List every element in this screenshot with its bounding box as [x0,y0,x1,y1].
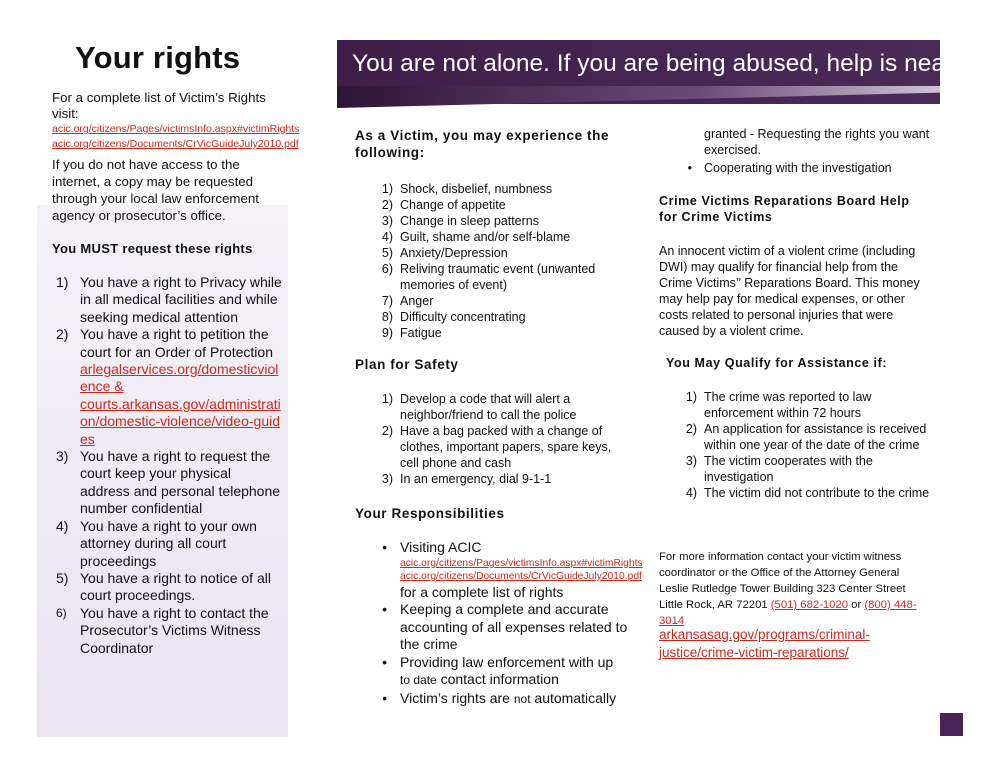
phone-link-2[interactable]: (800) 448-3014 [659,599,917,627]
list-item: 3) You have a right to request the court keep your physical address and personal telephone number confidential [56,448,281,517]
list-item: 2) Change of appetite [381,198,506,212]
list-item: 2) You have a right to petition the court for an Order of Protection arlegalservices.org/domesticviolence & courts.arkansas.gov/administration/domestic-violence/video-guides [56,326,281,447]
safety-list [355,391,625,487]
list-item: • Cooperating with the investigation [687,161,892,175]
list-item: 3) Change in sleep patterns [381,214,539,228]
list-item: 4) Guilt, shame and/or self-blame [381,230,571,244]
domestic-violence-link[interactable]: arlegalservices.org/domesticviolence [80,361,279,395]
crvb-heading: Crime Victims Reparations Board Help for Crime Victims [659,194,910,224]
rights-list [52,274,284,657]
contact-info: For more information contact your victim witness coordinator or the Office of the Attorney General Leslie Rutledge Tower Building 323 Center Street Little Rock, AR 72201 (501) 682-1020 or (800) 448-3014 [659,551,917,627]
list-item: 8) Difficulty concentrating [381,310,526,324]
intro-text: For a complete list of Victim’s Rights visit: [52,90,266,121]
page-title: Your rights [75,40,241,75]
responsibilities-heading: Your Responsibilities [355,506,505,521]
corner-square [940,713,963,736]
list-item: • Providing law enforcement with up to date contact information [382,653,614,687]
list-item: • Victim’s rights are not automatically [382,689,617,706]
reparations-website-link[interactable]: arkansasag.gov/programs/criminal-justice/crime-victim-reparations/ [659,627,870,660]
list-item: 1) You have a right to Privacy while in all medical facilities and while seeking medical attention [56,274,282,325]
website-wrap [659,626,931,662]
list-item: • Keeping a complete and accurate accounting of all expenses related to the crime [382,601,628,652]
list-item: 4) You have a right to your own attorney during all court proceedings [56,517,257,569]
list-item: 9) Fatigue [381,326,442,340]
crvb-text: An innocent victim of a violent crime (including DWI) may qualify for financial help from the Crime Victims’’ Reparations Board. This money may help pay for medical expenses, or other costs related to personal injuries that were caused by a violent crime. [659,244,920,338]
phone-link-1[interactable]: (501) 682-1020 [770,599,849,611]
responsibilities-list [355,539,643,708]
must-request-heading: You MUST request these rights [52,241,253,256]
experience-heading: As a Victim, you may experience the following: [355,128,610,160]
qualify-heading: You May Qualify for Assistance if: [666,356,888,370]
rights-intro [52,90,300,152]
list-item: 7) Anger [381,294,434,308]
banner-title: You are not alone. If you are being abused, help is near. [352,50,959,77]
safety-section [355,356,625,487]
list-item: granted - Requesting the rights you want exercised. [704,127,930,157]
list-item: 6) Reliving traumatic event (unwanted memories of event) [381,262,596,292]
crvb-section [659,193,931,339]
list-item: 5) Anxiety/Depression [381,246,508,260]
experience-section [355,127,625,341]
list-item: 6) You have a right to contact the Prosecutor’s Victims Witness Coordinator [56,604,269,656]
acic-victims-info-link[interactable]: acic.org/citizens/Pages/victimsInfo.aspx#victimRights [400,557,643,569]
no-internet-note: If you do not have access to the internet, a copy may be requested through your local law enforcement agency or prosecutor’s office. [52,157,259,223]
rights-link-1[interactable]: acic.org/citizens/Pages/victimsInfo.aspx#victimRights [52,123,300,135]
list-item: 1) Develop a code that will alert a neighbor/friend to call the police [381,392,577,422]
list-item: 3) In an emergency, dial 9-1-1 [381,472,552,486]
experience-list [355,181,625,341]
rights-link-2[interactable]: acic.org/citizens/Documents/CrVicGuideJuly2010.pdf [52,138,299,150]
list-item: 1) The crime was reported to law enforcement within 72 hours [685,390,872,420]
list-item: 4) The victim did not contribute to the crime [685,486,930,500]
list-item: 2) Have a bag packed with a change of clothes, important papers, spare keys, cell phone and cash [381,424,612,470]
list-item: 5) You have a right to notice of all court proceedings. [56,569,271,604]
qualify-list [659,389,931,501]
responsibilities-continued [660,126,932,176]
list-item: 1) Shock, disbelief, numbness [381,182,553,196]
responsibilities-section [355,505,643,708]
list-item: 3) The victim cooperates with the investigation [685,454,873,484]
list-item: 2) An application for assistance is received within one year of the date of the crime [685,422,927,452]
court-video-guides-link[interactable]: courts.arkansas.gov/administration/domestic-violence/video-guides [80,395,281,447]
acic-guide-link[interactable]: acic.org/citizens/Documents/CrVicGuideJuly2010.pdf [400,571,642,582]
safety-heading: Plan for Safety [355,357,459,372]
list-item: • Visiting ACIC acic.org/citizens/Pages/victimsInfo.aspx#victimRights acic.org/citizens/Documents/CrVicGuideJuly2010.pdf for a complete list of rights [382,539,643,600]
qualify-heading-wrap [666,355,938,372]
